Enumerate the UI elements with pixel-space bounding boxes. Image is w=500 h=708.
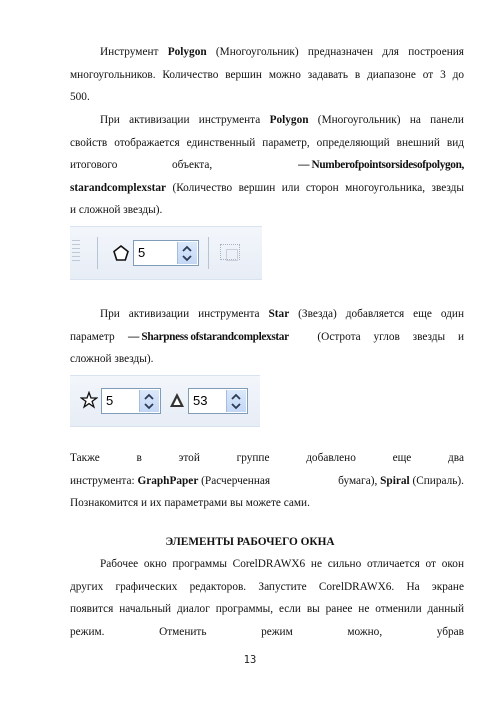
bold-term: Polygon <box>269 114 309 126</box>
text-line: 500. <box>70 91 90 103</box>
text-line <box>70 621 464 644</box>
text: (Многоугольник) на панели <box>308 114 464 126</box>
star-icon <box>80 391 98 409</box>
word: два <box>448 452 464 464</box>
text-line: Познакомится и их параметрами вы можете сами. <box>70 497 310 509</box>
text: (Звезда) добавляется еще один <box>289 308 464 320</box>
word: режим <box>261 625 293 638</box>
bold-term: Spiral <box>380 474 410 487</box>
word: этой <box>178 452 200 464</box>
spin-arrows-icon[interactable] <box>177 242 197 264</box>
text: (Острота углов звезды и <box>317 330 464 343</box>
text: (Многоугольник) предназначен для построения <box>206 46 464 58</box>
text-line: Рабочее окно программы CorelDRAWX6 не сильно отличается от окон <box>100 558 464 570</box>
bold-term: starandcomplexstar <box>70 181 167 194</box>
text: итогового <box>70 159 118 171</box>
text-line <box>70 154 464 177</box>
star-paragraph <box>70 303 464 371</box>
text-line <box>70 303 464 326</box>
sharpness-spinbox[interactable] <box>188 388 248 414</box>
window-paragraph <box>70 553 464 643</box>
text: При активизации инструмента <box>100 114 270 126</box>
graph-paragraph <box>70 447 464 515</box>
text-line <box>70 470 464 493</box>
bold-term: Polygon <box>167 46 207 58</box>
text: (Количество вершин или сторон многоугольника, звезды <box>166 181 464 194</box>
toolbar-separator <box>97 237 98 269</box>
word: Отменить <box>159 625 207 638</box>
polygon-props-paragraph <box>70 109 464 222</box>
text: (Расчерченная <box>198 474 271 487</box>
spin-arrows-icon[interactable] <box>139 390 159 412</box>
text-line: и сложной звезды). <box>70 204 163 216</box>
polygon-property-bar <box>70 226 262 280</box>
word: Также <box>70 452 100 464</box>
grip-icon <box>72 240 80 264</box>
text-line <box>70 447 464 470</box>
word: добавлено <box>306 452 356 464</box>
word: еще <box>392 452 412 464</box>
bold-term: — Numberofpointsorsidesofpolygon, <box>298 159 464 171</box>
polygon-icon <box>112 244 130 262</box>
text: бумага), <box>338 474 381 487</box>
spin-arrows-icon[interactable] <box>226 390 246 412</box>
text-line: появится начальный диалог программы, если вы ранее не отменили данный <box>70 603 464 615</box>
text: При активизации инструмента <box>100 308 269 320</box>
text-line <box>70 177 464 200</box>
word: в <box>136 452 142 464</box>
sharpness-icon <box>169 392 185 408</box>
points-spinbox[interactable] <box>133 240 199 266</box>
section-heading: ЭЛЕМЕНТЫ РАБОЧЕГО ОКНА <box>165 536 335 548</box>
bold-term: — Sharpness ofstarandcomplexstar <box>128 330 289 343</box>
text: параметр <box>70 330 115 343</box>
word: можно, <box>347 625 383 638</box>
toolbar-separator <box>208 237 209 269</box>
word: режим. <box>70 625 105 638</box>
bold-term: GraphPaper <box>137 474 199 487</box>
text: (Спираль). <box>409 474 464 487</box>
text <box>70 470 270 493</box>
star-points-value[interactable]: 5 <box>106 393 114 408</box>
text: Инструмент <box>100 46 168 58</box>
sharpness-value[interactable]: 53 <box>193 393 208 408</box>
text-line: других графических редакторов. Запустите CorelDRAWX6. На экране <box>70 580 464 593</box>
polygon-paragraph <box>70 41 464 109</box>
word: убрав <box>436 625 464 638</box>
ghost-shape-icon <box>226 249 238 261</box>
star-points-spinbox[interactable] <box>101 388 161 414</box>
text: объекта, <box>172 159 213 171</box>
word: группе <box>236 452 270 464</box>
text-line: многоугольников. Количество вершин можно задавать в диапазоне от 3 до <box>70 68 464 81</box>
text-line: сложной звезды). <box>70 353 154 365</box>
text-line <box>70 109 464 132</box>
text: инструмента: <box>70 474 138 487</box>
points-value[interactable]: 5 <box>138 245 146 260</box>
page-number: 13 <box>243 654 257 666</box>
bold-term: Star <box>268 308 290 320</box>
text <box>338 470 464 493</box>
text-line: свойств отображается единственный параметр, определяющий внешний вид <box>70 136 464 149</box>
star-property-bar <box>70 375 260 427</box>
text-line <box>70 326 464 349</box>
text-line <box>70 41 464 64</box>
